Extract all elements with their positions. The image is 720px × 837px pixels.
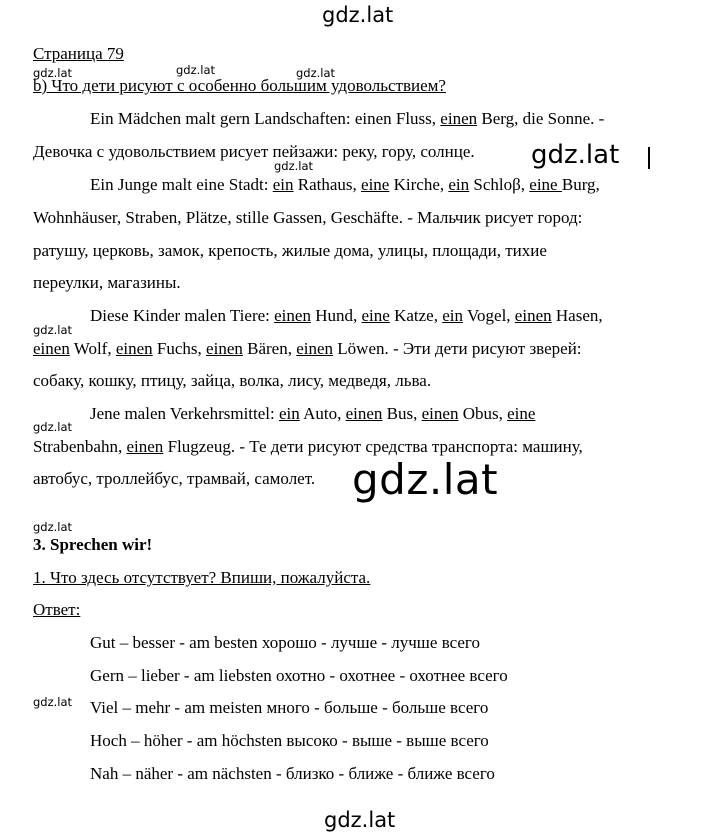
paragraph-3-line-3: собаку, кошку, птицу, зайца, волка, лису, медведя, льва. bbox=[33, 371, 432, 390]
answer-line: Hoch – höher - am höchsten высоко - выше - выше всего bbox=[90, 731, 489, 750]
watermark-large: gdz.lat bbox=[352, 455, 499, 504]
watermark-small: gdz.lat bbox=[176, 63, 216, 77]
watermark-small: gdz.lat bbox=[274, 159, 314, 173]
watermark-bottom: gdz.lat bbox=[324, 808, 396, 832]
answer-label: Ответ: bbox=[33, 600, 81, 619]
watermark-small: gdz.lat bbox=[296, 66, 336, 80]
paragraph-3-line-2: einen Wolf, einen Fuchs, einen Bären, einen Löwen. - Эти дети рисуют зверей: bbox=[33, 339, 582, 358]
watermark-small: gdz.lat bbox=[33, 520, 73, 534]
answer-line: Nah – näher - am nächsten - близко - ближе - ближе всего bbox=[90, 764, 495, 783]
paragraph-2-line-3: ратушу, церковь, замок, крепость, жилые дома, улицы, площади, тихие bbox=[33, 241, 547, 260]
task-1: 1. Что здесь отсутствует? Впиши, пожалуйста. bbox=[33, 568, 371, 587]
watermark-top: gdz.lat bbox=[322, 3, 394, 27]
section-heading: 3. Sprechen wir! bbox=[33, 535, 153, 554]
watermark-small: gdz.lat bbox=[33, 323, 73, 337]
paragraph-1-line-2: Девочка с удовольствием рисует пейзажи: реку, гору, солнце. bbox=[33, 142, 475, 161]
paragraph-2-line-1: Ein Junge malt eine Stadt: ein Rathaus, eine Kirche, ein Schloβ, eine Burg, bbox=[90, 175, 600, 194]
paragraph-2-line-4: переулки, магазины. bbox=[33, 273, 181, 292]
watermark-small: gdz.lat bbox=[33, 420, 73, 434]
watermark-medium: gdz.lat bbox=[531, 140, 620, 170]
answer-line: Gern – lieber - am liebsten охотно - охотнее - охотнее всего bbox=[90, 666, 508, 685]
watermark-small: gdz.lat bbox=[33, 695, 73, 709]
answer-line: Viel – mehr - am meisten много - больше - больше всего bbox=[90, 698, 489, 717]
watermark-small: gdz.lat bbox=[33, 66, 73, 80]
paragraph-2-line-2: Wohnhäuser, Straben, Plätze, stille Gassen, Geschäfte. - Мальчик рисует город: bbox=[33, 208, 583, 227]
paragraph-1-line-1: Ein Mädchen malt gern Landschaften: einen Fluss, einen Berg, die Sonne. - bbox=[90, 109, 605, 128]
answer-line: Gut – besser - am besten хорошо - лучше - лучше всего bbox=[90, 633, 480, 652]
text-cursor bbox=[648, 147, 650, 169]
paragraph-3-line-1: Diese Kinder malen Tiere: einen Hund, eine Katze, ein Vogel, einen Hasen, bbox=[90, 306, 603, 325]
question-b: b) Что дети рисуют с особенно большим удовольствием? bbox=[33, 76, 446, 95]
paragraph-4-line-3: автобус, троллейбус, трамвай, самолет. bbox=[33, 469, 316, 488]
paragraph-4-line-2: Strabenbahn, einen Flugzeug. - Те дети рисуют средства транспорта: машину, bbox=[33, 437, 583, 456]
paragraph-4-line-1: Jene malen Verkehrsmittel: ein Auto, einen Bus, einen Obus, eine bbox=[90, 404, 536, 423]
page-label: Страница 79 bbox=[33, 44, 124, 63]
